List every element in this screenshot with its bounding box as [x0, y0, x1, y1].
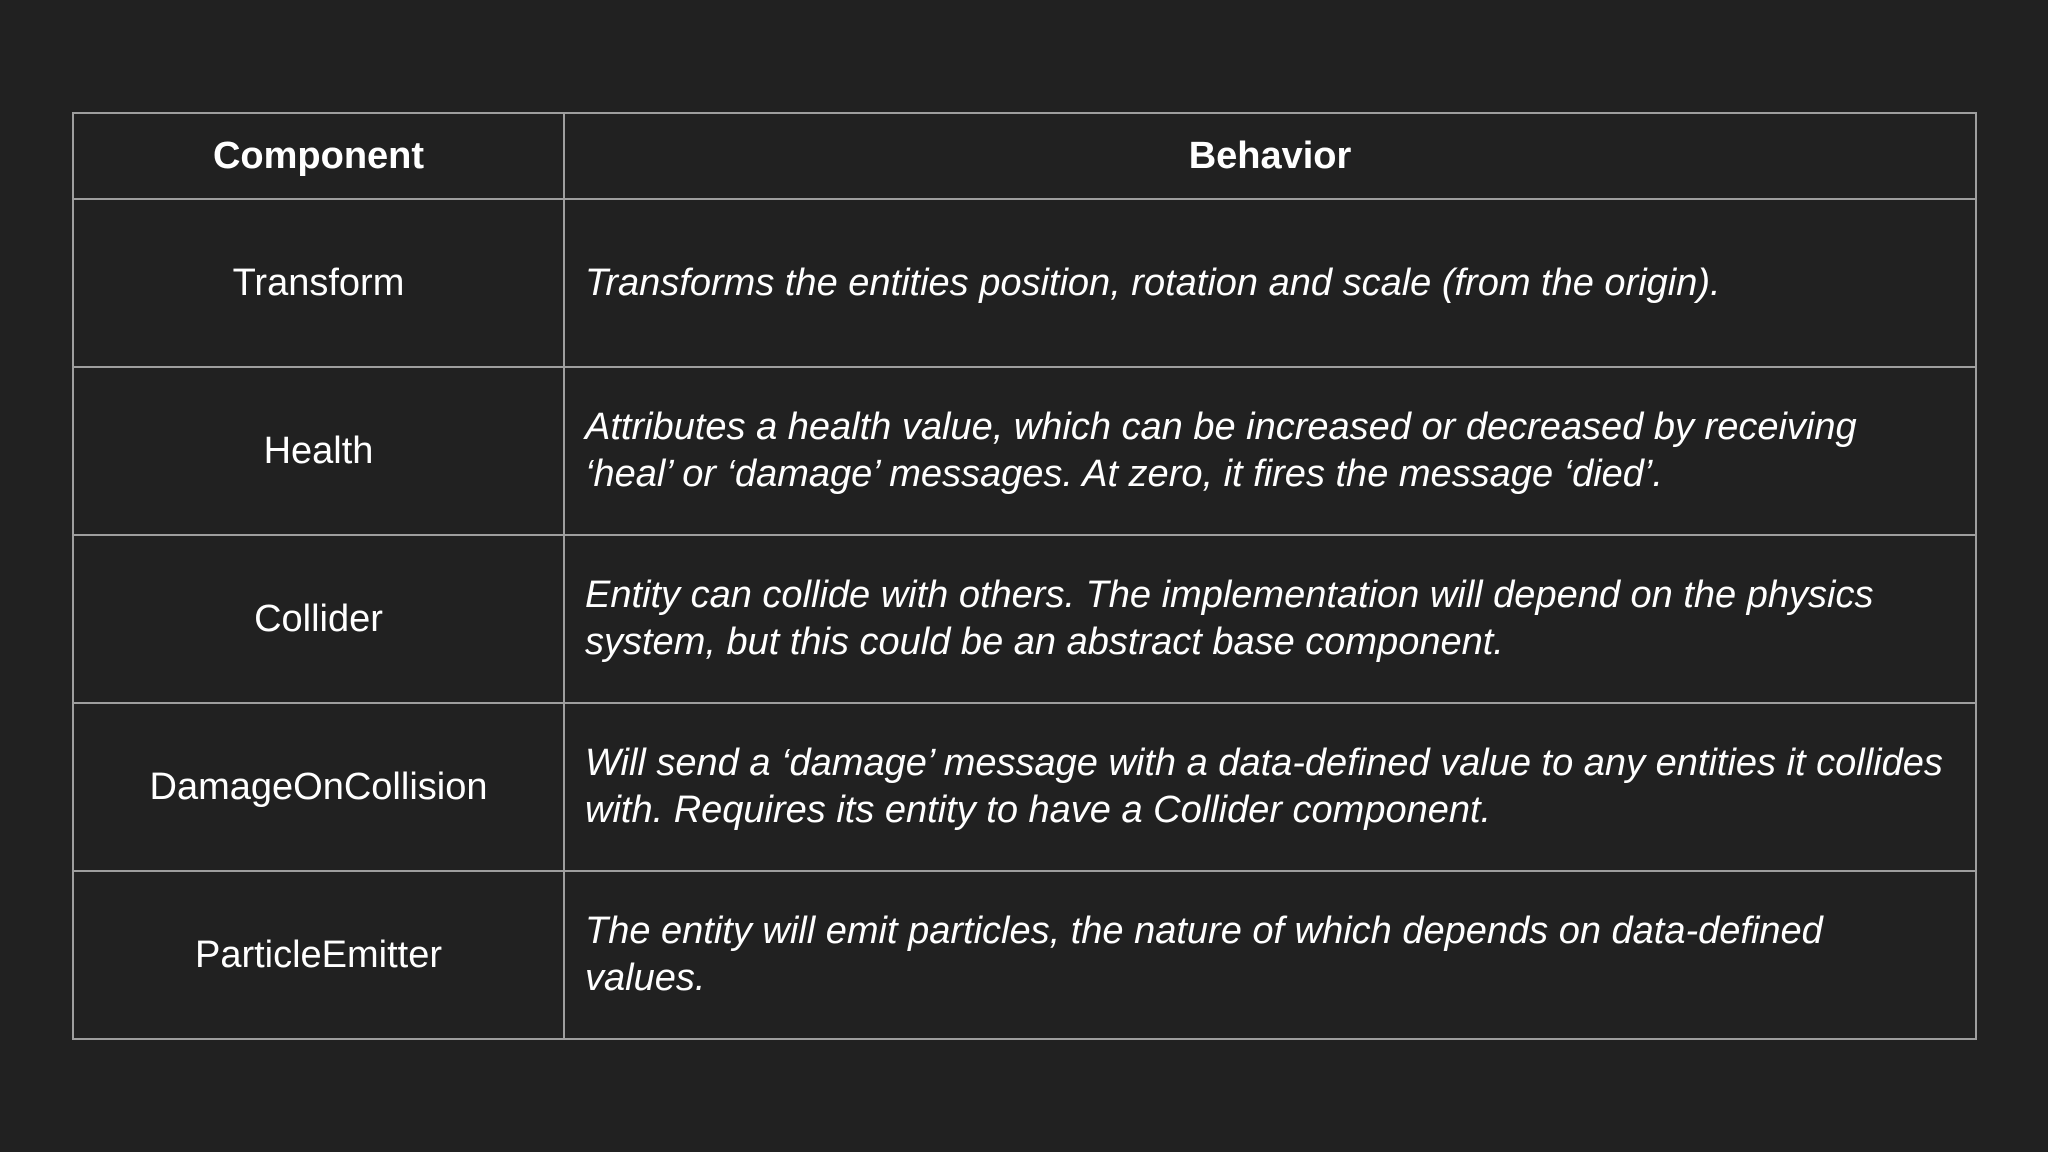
table-row [73, 871, 1976, 1039]
header-component: Component [73, 113, 564, 199]
table-row [73, 703, 1976, 871]
component-cell: Collider [73, 535, 564, 703]
component-table-container [72, 112, 1975, 1040]
component-cell: Health [73, 367, 564, 535]
header-behavior: Behavior [564, 113, 1976, 199]
table-header-row [73, 113, 1976, 199]
table-row [73, 199, 1976, 367]
component-cell: Transform [73, 199, 564, 367]
component-cell: ParticleEmitter [73, 871, 564, 1039]
behavior-cell: Attributes a health value, which can be increased or decreased by receiving ‘heal’ or ‘damage’ messages. At zero, it fires the message ‘died’. [564, 367, 1976, 535]
behavior-cell: Will send a ‘damage’ message with a data-defined value to any entities it collides with. Requires its entity to have a Collider component. [564, 703, 1976, 871]
behavior-cell: Transforms the entities position, rotation and scale (from the origin). [564, 199, 1976, 367]
behavior-cell: The entity will emit particles, the nature of which depends on data-defined values. [564, 871, 1976, 1039]
component-cell: DamageOnCollision [73, 703, 564, 871]
behavior-cell: Entity can collide with others. The implementation will depend on the physics system, but this could be an abstract base component. [564, 535, 1976, 703]
table-row [73, 535, 1976, 703]
table-row [73, 367, 1976, 535]
component-behavior-table [72, 112, 1977, 1040]
